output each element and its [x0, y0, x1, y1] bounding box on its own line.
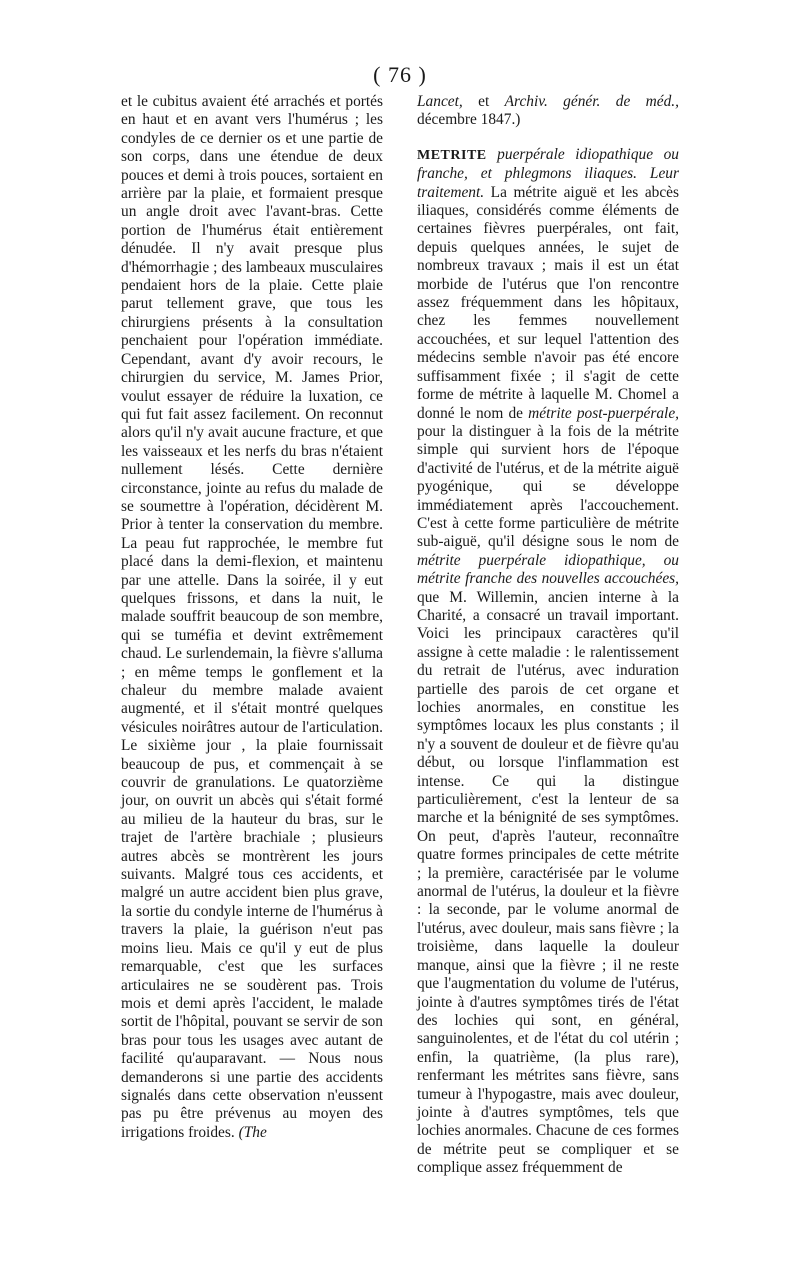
right-column [417, 93, 679, 1178]
page-number: ( 76 ) [373, 62, 427, 87]
article-text-1: La métrite aiguë et les abcès iliaques, considérés comme éléments de certaines fièvres puerpérales, ont fait, depuis quelques années, le sujet de nombreux travaux ; mais il est un état morbide de l'utérus que l'on rencontre assez fréquemment dans les hôpitaux, chez les femmes nouvellement accouchées, et sur lequel l'attention des médecins semble n'avoir pas été encore suffisamment fixée ; il s'agit de cette forme de métrite à laquelle M. Chomel a donné le nom de [417, 183, 679, 422]
article-heading: METRITE [417, 147, 487, 163]
article-metrite [417, 146, 679, 1178]
article-text-2: pour la distinguer à la fois de la métrite simple qui survient hors de l'époque d'activité de l'utérus, et de la métrite aiguë pyogénique, qui se développe immédiatement après l'accouchement. C'est à cette forme particulière de métrite sub-aiguë, qu'il désigne sous le nom de [417, 422, 679, 551]
left-column-text [121, 93, 383, 1142]
article-text-3: que M. Willemin, ancien interne à la Charité, a consacré un travail important. Voici les principaux caractères qu'il assigne à cette maladie : le ralentissement du retrait de l'utérus, avec induration partielle des parois de cet organe et lochies anormales, en constitue les symptômes locaux les plus constants ; il n'y a souvent de douleur et de fièvre qu'au début, ou lorsque l'inflammation est intense. Ce qui la distingue particulièrement, c'est la lenteur de sa marche et la bénignité de ses symptômes. On peut, d'après l'auteur, reconnaître quatre formes principales de cette métrite ; la première, caractérisée par le volume anormal de l'utérus, la douleur et la fièvre : la seconde, par le volume anormal de l'utérus, avec douleur, mais sans fièvre ; la troisième, dans laquelle la douleur manque, ainsi que la fièvre ; il ne reste que l'augmentation du volume de l'utérus, jointe à d'autres symptômes tirés de l'état des lochies qui sont, en général, sanguinolentes, et de l'état du col utérin ; enfin, la quatrième, (la plus rare), renfermant les métrites sans fièvre, sans tumeur à l'hypogastre, mais avec douleur, jointe à d'autres symptômes, tels que lochies anormales. Chacune de ces formes de métrite peut se compliquer et se complique assez fréquemment de [417, 588, 679, 1177]
citation-lancet: Lancet, [417, 93, 463, 110]
left-tail: (The [238, 1123, 267, 1141]
citation [417, 93, 679, 130]
citation-mid: et [462, 93, 505, 110]
citation-archiv: Archiv. génér. de méd., [504, 93, 679, 110]
article-term-2: métrite puerpérale idiopathique, ou métrite franche des nouvelles accouchées, [417, 551, 679, 588]
left-column [121, 93, 383, 1142]
article-subtitle: puerpérale idiopathique ou franche, et phlegmons iliaques. Leur traitement. [417, 145, 679, 201]
article-term-1: métrite post-puerpérale, [528, 404, 680, 422]
citation-date: décembre 1847.) [417, 111, 521, 129]
left-body: et le cubitus avaient été arrachés et portés en haut et en avant vers l'humérus ; les condyles de ce dernier os et une partie de son corps, dans une étendue de deux pouces et demi à trois pouces, sortaient en arrière par la plaie, et formaient presque un angle droit avec l'avant-bras. Cette portion de l'humérus était entièrement dénudée. Il n'y avait presque plus d'hémorrhagie ; des lambeaux musculaires pendaient hors de la plaie. Cette plaie parut tellement grave, que tous les chirurgiens présents à la consultation penchaient pour l'opération immédiate. Cependant, avant d'y avoir recours, le chirurgien du service, M. James Prior, voulut essayer de réduire la luxation, ce qui fut fait assez facilement. On reconnut alors qu'il n'y avait aucune fracture, et que les vaisseaux et les nerfs du bras n'étaient nullement lésés. Cette dernière circonstance, jointe au refus du malade de se soumettre à l'opération, décidèrent M. Prior à tenter la conservation du membre. La peau fut rapprochée, le membre fut placé dans la demi-flexion, et maintenu par une attelle. Dans la soirée, il y eut quelques frissons, et dans la nuit, le malade souffrit beaucoup de son membre, qui se tuméfia et devint extrêmement chaud. Le surlendemain, la fièvre s'alluma ; en même temps le gonflement et la chaleur du membre malade avaient augmenté, et il s'était montré quelques vésicules noirâtres autour de l'articulation. Le sixième jour , la plaie fournissait beaucoup de pus, et commençait à se couvrir de granulations. Le quatorzième jour, on ouvrit un abcès qui s'était formé au milieu de la hauteur du bras, sur le trajet de l'artère brachiale ; plusieurs autres abcès se montrèrent les jours suivants. Malgré tous ces accidents, et malgré un autre accident bien plus grave, la sortie du condyle interne de l'humérus à travers la plaie, la guérison n'eut pas moins lieu. Mais ce qu'il y eut de plus remarquable, c'est que les surfaces articulaires ne se soudèrent pas. Trois mois et demi après l'accident, le malade sortit de l'hôpital, pouvant se servir de son bras pour tous les usages avec autant de facilité qu'auparavant. — Nous nous demanderons si une partie des accidents signalés dans cette observation n'eussent pas pu être prévenus au moyen des irrigations froides. [121, 93, 383, 1141]
